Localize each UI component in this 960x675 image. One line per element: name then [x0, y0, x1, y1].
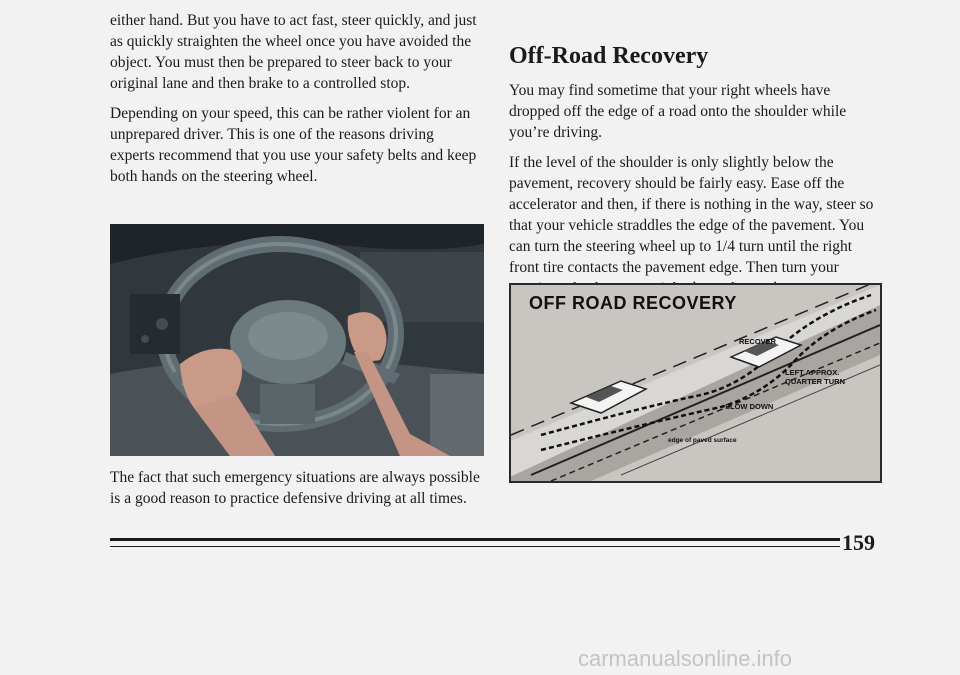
off-road-recovery-diagram: [509, 283, 882, 483]
diagram-title: OFF ROAD RECOVERY: [529, 293, 737, 313]
section-heading: Off-Road Recovery: [509, 43, 709, 69]
label-edge-of-paved-surface: edge of paved surface: [668, 437, 737, 444]
right-paragraph-1: You may find sometime that your right wheels have dropped off the edge of a road onto the shoulder while you’re driving.: [509, 82, 847, 141]
steering-wheel-illustration: [110, 224, 484, 456]
right-paragraph-2: If the level of the shoulder is only slightly below the pavement, recovery should be fairly easy. Ease off the accelerator and then, if there is nothing in the way, steer so that your vehicle straddles the edge of the pavement. You can turn the steering wheel up to 1/4 turn until the right front tire contacts the pavement edge. Then turn your: [509, 154, 874, 276]
label-slow-down: SLOW DOWN: [725, 402, 774, 411]
footer-rule-thick: [110, 538, 840, 541]
label-recover: RECOVER: [739, 337, 777, 346]
left-column: [110, 10, 482, 196]
page-number: 159: [842, 530, 875, 555]
steering-wheel-photo: [110, 224, 484, 456]
right-column: [509, 10, 879, 308]
left-paragraph-1: either hand. But you have to act fast, steer quickly, and just as quickly straighten the wheel once you have avoided the object. You must then be prepared to steer back to your original lane and then brake to a controlled stop.: [110, 12, 477, 92]
photo-caption: The fact that such emergency situations are always possible is a good reason to practice defensive driving at all times.: [110, 469, 480, 507]
watermark: carmanualsonline.info: [578, 646, 793, 671]
left-paragraph-2: Depending on your speed, this can be rather violent for an unprepared driver. This is one of the reasons driving experts recommend that you use your safety belts and keep both hands on the steering wheel.: [110, 105, 477, 185]
label-left-turn-2: QUARTER TURN: [785, 377, 845, 386]
label-left-turn-1: LEFT APPROX.: [785, 368, 840, 377]
footer-rule-thin: [110, 546, 840, 547]
